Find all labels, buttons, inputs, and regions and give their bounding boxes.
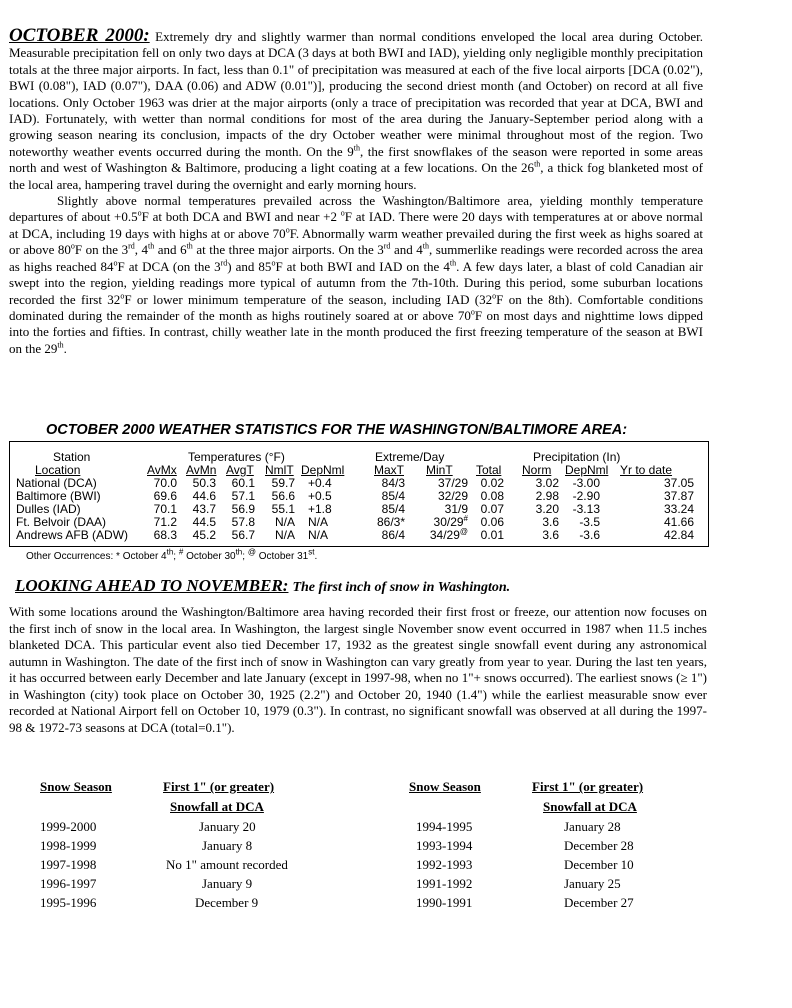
superscript: o [120, 291, 125, 301]
superscript: th [422, 241, 429, 251]
text-run: F on the 3 [74, 242, 129, 258]
october-paragraph-1 [9, 25, 703, 193]
stats-cell-mint: 32/29 [437, 489, 468, 503]
text-run: , a thick fog blanketed most of the local area, hampering travel during the overnight and early morning hours. [9, 160, 703, 192]
stats-cell-depnml-precip: -3.5 [579, 515, 600, 529]
october-heading: OCTOBER 2000: [9, 25, 150, 46]
stats-cell-nmlt: N/A [274, 515, 295, 529]
snow-date-left: December 9 [195, 895, 259, 910]
snow-season-left: 1998-1999 [40, 838, 97, 853]
text-run: , summerlike readings were recorded across the area as highs reached 84 [9, 242, 703, 274]
stats-cell-depnml-precip: -3.13 [572, 502, 600, 516]
stats-title: OCTOBER 2000 WEATHER STATISTICS FOR THE WASHINGTON/BALTIMORE AREA: [46, 422, 628, 438]
november-heading-line [15, 576, 510, 596]
november-subheading: The first inch of snow in Washington. [292, 580, 511, 595]
stats-cell-location: Dulles (IAD) [16, 502, 81, 516]
october-paragraph-2 [9, 193, 703, 357]
superscript: o [271, 258, 276, 268]
stats-cell-yr-to-date: 37.05 [663, 476, 694, 490]
stats-cell-avgt: 60.1 [231, 476, 255, 490]
col-header-avgt: AvgT [226, 463, 254, 477]
col-header-depnml-temp: DepNml [301, 463, 345, 477]
col-header-yr-to-date: Yr to date [620, 463, 673, 477]
november-heading: LOOKING AHEAD TO NOVEMBER: [15, 576, 289, 595]
snow-season-left: 1995-1996 [40, 895, 97, 910]
stats-cell-mint: 37/29 [437, 476, 468, 490]
stats-cell-yr-to-date: 42.84 [663, 528, 694, 542]
stats-cell-nmlt: N/A [274, 528, 295, 542]
snow-season-right: 1994-1995 [416, 819, 473, 834]
snow-date-right: December 10 [564, 857, 634, 872]
november-paragraph [9, 604, 707, 736]
stats-cell-location: Ft. Belvoir (DAA) [16, 515, 107, 529]
stats-cell-avmn: 44.5 [192, 515, 216, 529]
stats-cell-mint: 31/9 [444, 502, 468, 516]
october-2000-section [9, 25, 704, 357]
text-run: 1") in Washington (city) took place on October 30, 1925 (2.2") and October 20, 1940 (1.4") while the earliest measurable snow ever recorded at National Airport fell on October 10, 1979 (0.3"). In contrast, no significant snowfall was observed at all during the 1997-98 & 1972-73 seasons at DCA (total=0.1"). [9, 670, 707, 735]
snow-season-left: 1997-1998 [40, 857, 97, 872]
stats-cell-yr-to-date: 41.66 [663, 515, 694, 529]
snow-date-left: January 9 [202, 876, 253, 891]
stats-cell-avmx: 71.2 [153, 515, 177, 529]
stats-cell-avgt: 57.1 [231, 489, 255, 503]
stats-cell-total: 0.01 [480, 528, 504, 542]
col-header-location: Location [35, 463, 81, 477]
stats-cell-avmx: 70.0 [153, 476, 177, 490]
stats-cell-depnml-precip: -3.00 [572, 476, 600, 490]
snow-season-right: 1993-1994 [416, 838, 473, 853]
snow-season-right: 1991-1992 [416, 876, 473, 891]
other-occurrences: Other Occurrences: * October 4th; # October 30th; @ October 31st. [26, 547, 318, 562]
stats-cell-avmn: 45.2 [192, 528, 216, 542]
stats-cell-depnml-temp: N/A [308, 515, 329, 529]
stats-cell-depnml-precip: -3.6 [579, 528, 600, 542]
text-run: F at both DCA and BWI and near +2 [141, 209, 341, 225]
stats-cell-location: Baltimore (BWI) [16, 489, 101, 503]
snow-header-dca-left: Snowfall at DCA [170, 799, 264, 814]
superscript: o [340, 209, 345, 219]
stats-cell-nmlt: 56.6 [271, 489, 295, 503]
stats-cell-location: National (DCA) [16, 476, 97, 490]
stats-cell-avmx: 68.3 [153, 528, 177, 542]
stats-cell-norm: 3.6 [542, 528, 559, 542]
superscript: o [470, 307, 475, 317]
snow-header-season-left: Snow Season [40, 779, 112, 794]
text-run: F at DCA (on the 3 [117, 258, 221, 274]
snow-date-right: December 27 [564, 895, 634, 910]
snow-header-dca-right: Snowfall at DCA [543, 799, 637, 814]
text-run: . [63, 340, 67, 356]
col-header-nmlt: NmlT [265, 463, 294, 477]
snow-date-left: January 8 [202, 838, 253, 853]
stats-cell-maxt: 86/3* [376, 515, 405, 529]
text-run: With some locations around the Washington/Baltimore area having recorded their first frost or freeze, our attention now focuses on the first inch of snow in the local area. In Washington, the largest single November snow event occurred in 1987 when 11.5 inches blanketed DCA. This particular event also tied December 17, 1932 as the greatest single snowfall event during any astronomical autumn in Washington. The date of the first inch of snow in Washington can vary greatly from year to year. During the last ten years, it has occurred between early December and late January (except in 1997-98, when no 1"+ snows occurred). The earliest snows ( [9, 604, 707, 685]
col-header-avmx: AvMx [147, 463, 177, 477]
group-temperatures: Temperatures (°F) [188, 450, 285, 464]
snow-header-season-right: Snow Season [409, 779, 481, 794]
snow-header-first-right: First 1" (or greater) [532, 779, 644, 794]
stats-cell-total: 0.06 [480, 515, 504, 529]
group-station: Station [53, 450, 91, 464]
snow-season-left: 1996-1997 [40, 876, 97, 891]
superscript: th [534, 159, 541, 169]
stats-cell-depnml-temp: +0.4 [308, 476, 332, 490]
stats-cell-depnml-precip: -2.90 [572, 489, 600, 503]
stats-cell-avmn: 50.3 [192, 476, 216, 490]
text-run: and 4 [390, 242, 423, 258]
superscript: o [285, 225, 290, 235]
superscript: rd [383, 241, 391, 251]
superscript: th [449, 258, 457, 268]
stats-cell-norm: 3.20 [535, 502, 559, 516]
superscript: rd [128, 241, 135, 251]
text-run: at the three major airports. On the 3 [192, 242, 384, 258]
stats-cell-total: 0.07 [480, 502, 504, 516]
stats-cell-maxt: 86/4 [381, 528, 405, 542]
group-precipitation: Precipitation (In) [533, 450, 621, 464]
greater-equal-symbol: ≥ [680, 670, 688, 685]
text-run: Extremely dry and slightly warmer than normal conditions enveloped the local area during October. Measurable precipitation fell on only two days at DCA (3 days at both BWI and IAD), yielding only negligible monthly precipitation totals at the three major airports. In fact, less than 0.1" of precipitation was measured at each of the five local airports [DCA (0.02"), BWI (0.08"), IAD (0.07"), DAA (0.06) and ADW (0.01")], producing the second driest month (and October) on record at all five locations. Only October 1963 was drier at the major airports (only a trace of precipitation was recorded that year at DCA, BWI and IAD). Fortunately, with wetter than normal conditions for most of the area during the January-September period along with a growing season nearing its conclusion, impacts of the dry October weather were minimal throughout most of the region. Two noteworthy weather events occurred during the month. On the 9 [9, 29, 703, 159]
stats-cell-avmn: 44.6 [192, 489, 216, 503]
snow-date-right: January 28 [564, 819, 621, 834]
snow-date-right: December 28 [564, 838, 634, 853]
text-run: Slightly above normal temperatures prevailed across the Washington/Baltimore area, yielding monthly temperature departures of about +0.5 [9, 193, 703, 225]
group-extreme-day: Extreme/Day [375, 450, 445, 464]
col-header-avmn: AvMn [186, 463, 217, 477]
col-header-depnml-precip: DepNml [565, 463, 609, 477]
stats-cell-yr-to-date: 33.24 [663, 502, 694, 516]
superscript: th [186, 241, 193, 251]
stats-cell-maxt: 85/4 [381, 489, 405, 503]
superscript: th [353, 143, 360, 153]
text-run: F at IAD. There were 20 days with temperatures at or above normal at DCA, including 19 days with highs at or above 70 [9, 209, 704, 241]
text-run: F at both BWI and IAD on the 4 [275, 258, 450, 274]
stats-cell-maxt: 85/4 [381, 502, 405, 516]
superscript: th [57, 340, 64, 350]
text-run: . A few days later, a blast of cold Canadian air swept into the region, yielding readings more typical of autumn from the 7th-10th. During this period, some suburban locations recorded the first 32 [9, 258, 703, 307]
stats-cell-depnml-temp: N/A [308, 528, 329, 542]
stats-cell-yr-to-date: 37.87 [663, 489, 694, 503]
snow-date-left: No 1" amount recorded [166, 857, 288, 872]
snow-date-left: January 20 [199, 819, 256, 834]
stats-cell-avgt: 57.8 [231, 515, 255, 529]
stats-cell-total: 0.08 [480, 489, 504, 503]
stats-cell-norm: 3.02 [535, 476, 559, 490]
col-header-mint: MinT [426, 463, 453, 477]
snow-header-first-left: First 1" (or greater) [163, 779, 275, 794]
stats-cell-avgt: 56.9 [231, 502, 255, 516]
stats-cell-total: 0.02 [480, 476, 504, 490]
snow-season-right: 1992-1993 [416, 857, 473, 872]
stats-table [9, 441, 709, 547]
stats-cell-norm: 2.98 [535, 489, 559, 503]
text-run: F. Abnormally warm weather prevailed during the first week as highs soared at or above 80 [9, 225, 703, 258]
stats-cell-avmx: 70.1 [153, 502, 177, 516]
stats-cell-mint: 30/29# [433, 514, 468, 529]
superscript: o [137, 209, 142, 219]
col-header-maxt: MaxT [374, 463, 404, 477]
superscript: o [70, 241, 75, 251]
stats-cell-avmn: 43.7 [192, 502, 216, 516]
stats-cell-depnml-temp: +1.8 [308, 502, 332, 516]
stats-cell-location: Andrews AFB (ADW) [16, 528, 129, 542]
stats-cell-depnml-temp: +0.5 [308, 489, 332, 503]
col-header-total: Total [476, 463, 502, 477]
stats-cell-avgt: 56.7 [231, 528, 255, 542]
text-run: , the first snowflakes of the season were reported in some areas north and west of Washington & Baltimore, producing a light coating at a few locations. On the 26 [9, 143, 703, 176]
superscript: rd [220, 258, 228, 268]
col-header-norm: Norm [522, 463, 552, 477]
text-run: F on the 8th). Comfortable conditions dominated during the remainder of the month as highs routinely soared at or above 70 [9, 291, 704, 323]
stats-cell-nmlt: 55.1 [271, 502, 295, 516]
stats-cell-maxt: 84/3 [381, 476, 405, 490]
stats-cell-nmlt: 59.7 [271, 476, 295, 490]
stats-cell-norm: 3.6 [542, 515, 559, 529]
snow-date-right: January 25 [564, 876, 621, 891]
text-run: F on most days and nighttime lows dipped into the forties and fifties. In contrast, chilly weather late in the month produced the first freezing temperature of the season at BWI on the 29 [9, 307, 703, 356]
stats-cell-mint: 34/29@ [429, 527, 468, 542]
text-run: F or lower minimum temperature of the season, including IAD (32 [124, 291, 493, 307]
text-run: and 6 [154, 242, 187, 258]
snow-season-right: 1990-1991 [416, 895, 473, 910]
text-run: ) and 85 [227, 258, 272, 274]
superscript: o [113, 258, 118, 268]
superscript: o [492, 291, 497, 301]
stats-cell-avmx: 69.6 [153, 489, 177, 503]
text-run: , 4 [134, 242, 149, 258]
snow-season-left: 1999-2000 [40, 819, 97, 834]
superscript: th [148, 241, 155, 251]
